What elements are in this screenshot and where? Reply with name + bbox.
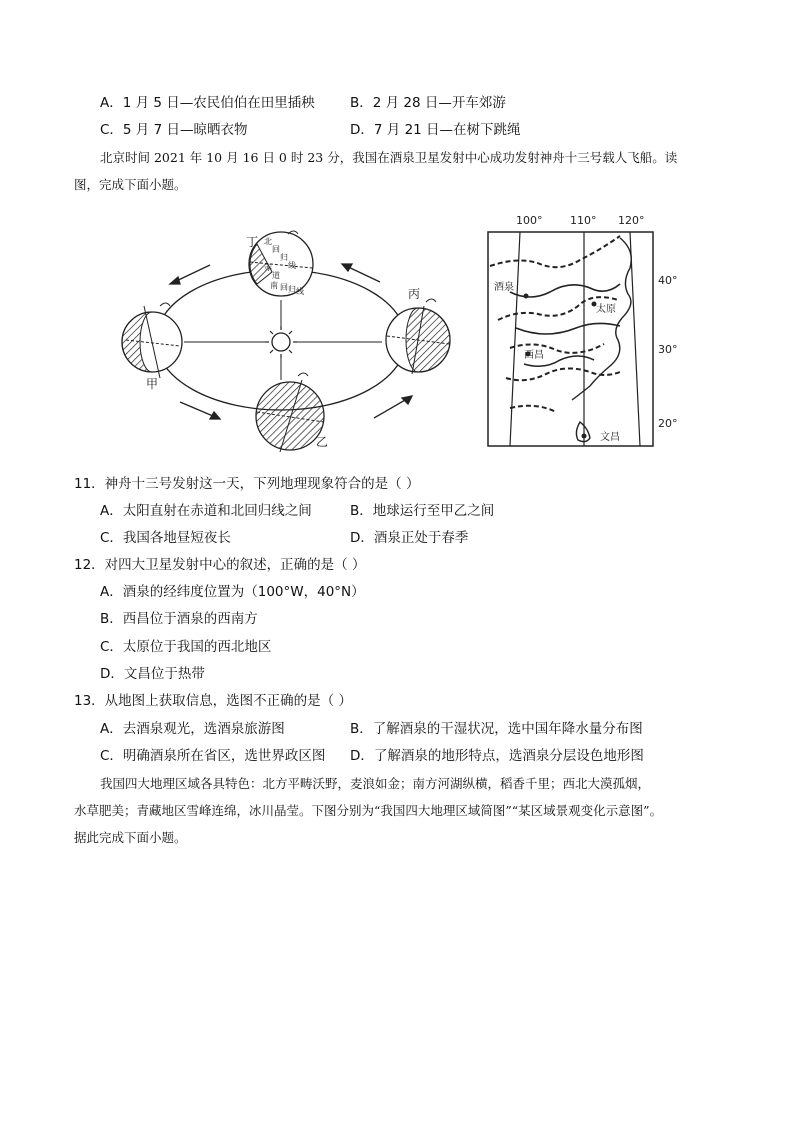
label-ding: 丁 xyxy=(246,235,259,249)
globe-label: 归 xyxy=(280,253,288,262)
q13-option-b: B．了解酒泉的干湿状况，选中国年降水量分布图 xyxy=(350,721,643,737)
lon-label: 100° xyxy=(516,214,543,227)
intro2-line-1: 我国四大地理区域各具特色：北方平畴沃野，麦浪如金；南方河湖纵横，稻香千里；西北大漠孤烟， xyxy=(100,776,651,791)
q13-stem: 13．从地图上获取信息，选图不正确的是（ ） xyxy=(74,693,352,709)
city-taiyuan: 太原 xyxy=(596,304,616,315)
sun-icon xyxy=(265,326,297,358)
globe-label: 道 xyxy=(272,271,280,280)
globe-yi xyxy=(256,373,324,452)
q12-option-c: C．太原位于我国的西北地区 xyxy=(100,639,272,655)
label-yi: 乙 xyxy=(316,435,329,449)
globe-label: 南 xyxy=(270,281,278,290)
city-wenchang: 文昌 xyxy=(600,432,620,443)
q11-stem: 11．神舟十三号发射这一天，下列地理现象符合的是（ ） xyxy=(74,476,420,492)
globe-label: 线 xyxy=(288,261,296,270)
q12-stem: 12．对四大卫星发射中心的叙述，正确的是（ ） xyxy=(74,557,366,573)
globe-jia xyxy=(122,303,182,378)
q13-option-d: D．了解酒泉的地形特点，选酒泉分层设色地形图 xyxy=(350,748,644,764)
intro-line-2: 图，完成下面小题。 xyxy=(74,177,187,192)
q11-option-d: D．酒泉正处于春季 xyxy=(350,530,469,546)
globe-label: 回 xyxy=(272,245,280,254)
city-jiuquan: 酒泉 xyxy=(494,282,514,293)
q12-option-a: A．酒泉的经纬度位置为（100°W，40°N） xyxy=(100,584,365,600)
q10-option-c: C．5 月 7 日—晾晒衣物 xyxy=(100,122,248,138)
q12-option-d: D．文昌位于热带 xyxy=(100,666,205,682)
q13-option-c: C．明确酒泉所在省区，选世界政区图 xyxy=(100,748,326,764)
intro-line-1: 北京时间 2021 年 10 月 16 日 0 时 23 分，我国在酒泉卫星发射中心成功发射神舟十三号载人飞船。读 xyxy=(100,150,678,165)
q10-option-b: B．2 月 28 日—开车郊游 xyxy=(350,95,506,111)
lon-label: 110° xyxy=(570,214,597,227)
globe-label: 回 xyxy=(280,283,288,292)
label-bing: 丙 xyxy=(408,287,421,301)
q12-option-b: B．西昌位于酒泉的西南方 xyxy=(100,611,258,627)
globe-label: 北 xyxy=(264,237,272,246)
intro2-line-2: 水草肥美；青藏地区雪峰连绵，冰川晶莹。下图分别为“我国四大地理区域简图”“某区域景观变化示意图”。 xyxy=(74,803,663,818)
q10-option-d: D．7 月 21 日—在树下跳绳 xyxy=(350,122,521,138)
lat-label: 20° xyxy=(658,417,678,430)
intro2-line-3: 据此完成下面小题。 xyxy=(74,830,187,845)
label-jia: 甲 xyxy=(146,377,159,391)
q11-option-a: A．太阳直射在赤道和北回归线之间 xyxy=(100,503,312,519)
globe-label: 归 xyxy=(288,285,296,294)
q11-option-c: C．我国各地昼短夜长 xyxy=(100,530,231,546)
lon-label: 120° xyxy=(618,214,645,227)
china-map-figure xyxy=(480,208,690,453)
globe-label: 赤 xyxy=(264,263,272,272)
globe-bing xyxy=(386,299,450,374)
lat-label: 40° xyxy=(658,274,678,287)
lat-label: 30° xyxy=(658,343,678,356)
q10-option-a: A．1 月 5 日—农民伯伯在田里插秧 xyxy=(100,95,315,111)
q11-option-b: B．地球运行至甲乙之间 xyxy=(350,503,495,519)
q13-option-a: A．去酒泉观光，选酒泉旅游图 xyxy=(100,721,285,737)
globe-label: 线 xyxy=(296,287,304,296)
earth-orbit-figure xyxy=(112,212,457,462)
city-xichang: 西昌 xyxy=(524,350,544,361)
